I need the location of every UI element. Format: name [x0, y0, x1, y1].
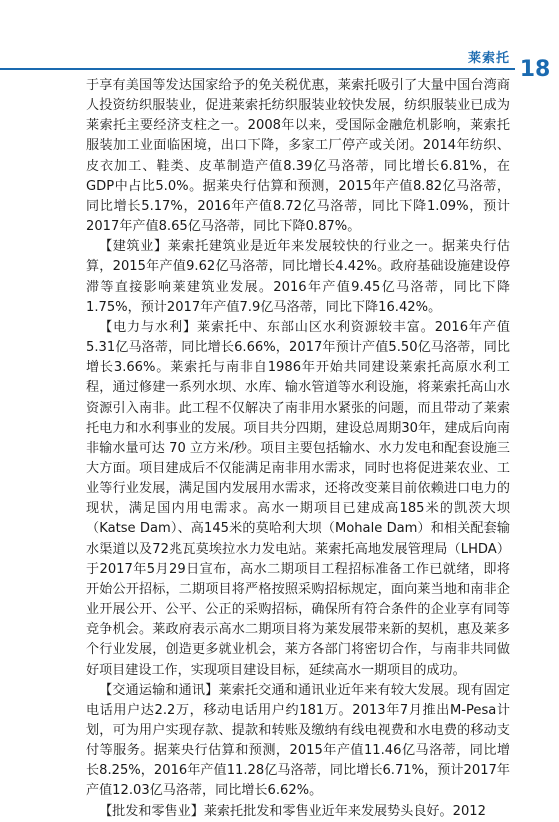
paragraph-wholesale-retail — [86, 802, 510, 822]
section-label-wholesale-retail: 【批发和零售业】 — [99, 803, 204, 819]
body-text — [86, 76, 510, 822]
paragraph-text: 莱索托建筑业是近年来发展较快的行业之一。据莱央行估算，2015年产值9.62亿马洛蒂，同比增长4.42%。政府基础设施建设停滞等直接影响莱建筑业发展。2016年产值9.45亿马洛蒂，同比下降1.75%，预计2017年产值7.9亿马洛蒂，同比下降16.42%。 — [86, 239, 511, 315]
paragraph-text: 莱索托交通和通讯业近年来有较大发展。现有固定电话用户达2.2万，移动电话用户约181万。2013年7月推出M-Pesa计划，可为用户实现存款、提款和转账及缴纳有线电视费和水电费的移动支付等服务。据莱央行估算和预测，2015年产值11.46亿马洛蒂，同比增长8.25%，2016年产值11.28亿马洛蒂，同比增长6.71%，预计2017年产值12.03亿马洛蒂，同比增长6.62%。 — [86, 682, 510, 799]
page-number: 18 — [519, 57, 551, 82]
section-label-construction: 【建筑业】 — [99, 239, 168, 255]
paragraph-text: 于享有美国等发达国家给予的免关税优惠，莱索托吸引了大量中国台湾商人投资纺织服装业，促进莱索托纺织服装业较快发展，纺织服装业已成为莱索托主要经济支柱之一。2008年以来，受国际金融危机影响，莱索托服装加工业面临困境，出口下降，多家工厂停产或关闭。2014年纺织、皮衣加工、鞋类、皮革制造产值8.39亿马洛蒂，同比增长6.81%，在GDP中占比5.0%。据莱央行估算和预测，2015年产值8.82亿马洛蒂，同比增长5.17%，2016年产值8.72亿马洛蒂，同比下降1.09%，预计2017年产值8.65亿马洛蒂，同比下降0.87%。 — [86, 78, 510, 235]
paragraph-text: 莱索托批发和零售业近年来发展势头良好。2012 — [203, 803, 486, 819]
header-rule — [0, 68, 515, 70]
paragraph-construction — [86, 237, 510, 318]
paragraph-transport-telecom — [86, 681, 510, 802]
paragraph-power-water — [86, 318, 510, 681]
paragraph-text: 莱索托中、东部山区水利资源较丰富。2016年产值5.31亿马洛蒂，同比增长6.66%，2017年预计产值5.50亿马洛蒂，同比增长3.66%。莱索托与南非自1986年开始共同建设莱索托高原水利工程，通过修建一系列水坝、水库、输水管道等水利设施，将莱索托高山水资源引入南非。此工程不仅解决了南非用水紧张的问题，而且带动了莱索托电力和水利事业的发展。项目共分四期，建设总周期30年，建成后向南非输水量可达 70 立方米/秒。项目主要包括输水、水力发电和配套设施三大方面。项目建成后不仅能满足南非用水需求，同时也将促进莱农业、工业等行业发展，满足国内发展用水需求，还将改变莱目前依赖进口电力的现状，满足国内用电需求。高水一期项目已建成高185米的凯茨大坝（Katse Dam）、高145米的莫哈利大坝（Mohale Dam）和相关配套输水渠道以及72兆瓦莫埃拉水力发电站。莱索托高地发展管理局（LHDA）于2017年5月29日宣布，高水二期项目工程招标准备工作已就绪，即将开始公开招标，二期项目将严格按照采购招标规定，面向莱当地和南非企业开展公开、公平、公正的采购招标，确保所有符合条件的企业享有同等竞争机会。莱政府表示高水二期项目将为莱发展带来新的契机，惠及莱多个行业发展，创造更多就业机会，莱方各部门将密切合作，与南非共同做好项目建设工作，实现项目建设目标，延续高水一期项目的成功。 — [86, 319, 510, 678]
section-label-transport-telecom: 【交通运输和通讯】 — [99, 682, 219, 698]
running-header-title: 莱索托 — [467, 51, 510, 66]
section-label-power-water: 【电力与水利】 — [99, 319, 197, 335]
paragraph-textile — [86, 76, 510, 237]
